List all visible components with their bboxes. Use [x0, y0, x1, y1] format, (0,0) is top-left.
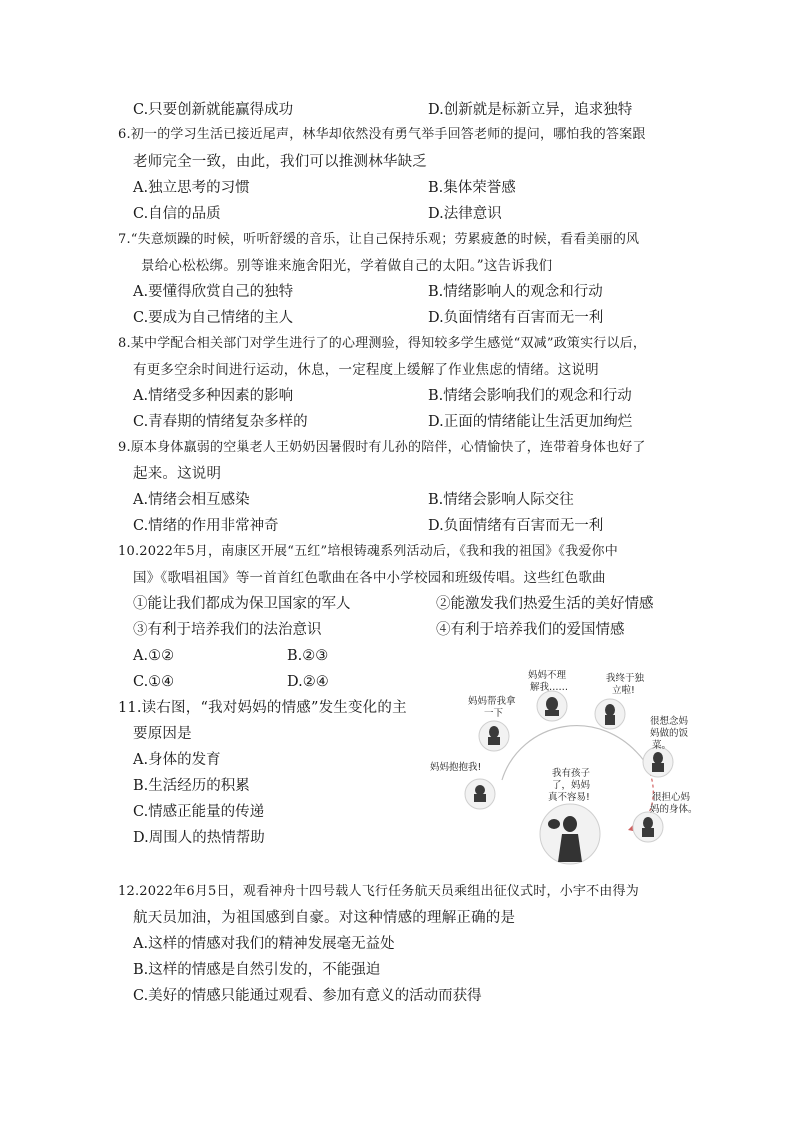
- q6-option-a: A.独立思考的习惯: [133, 180, 250, 196]
- label-mom-help-2: 一下: [484, 708, 504, 719]
- q8-option-c: C.青春期的情绪复杂多样的: [133, 414, 308, 430]
- q6-option-d: D.法律意识: [428, 206, 502, 222]
- label-mom-help-1: 妈妈帮我拿: [468, 696, 516, 707]
- q11-option-b: B.生活经历的积累: [133, 778, 250, 794]
- q11-mother-feelings-figure: [430, 662, 698, 872]
- label-mom-not-understand-2: 解我……: [530, 682, 569, 693]
- q5-option-c: C.只要创新就能赢得成功: [133, 102, 294, 118]
- label-worry-health-2: 妈的身体。: [650, 804, 698, 815]
- label-independent-1: 我终于独: [606, 673, 645, 684]
- q7-stem-line1: 7.“失意烦躁的时候，听听舒缓的音乐，让自己保持乐观；劳累疲惫的时候，看看美丽的风: [118, 232, 640, 247]
- label-mom-hug: 妈妈抱抱我!: [430, 762, 482, 773]
- q10-option-a: A.①②: [133, 648, 175, 664]
- label-independent-2: 立啦!: [612, 685, 635, 696]
- q10-option-c: C.①④: [133, 674, 175, 690]
- q12-stem-line1: 12.2022年6月5日，观看神舟十四号载人飞行任务航天员乘组出征仪式时，小宇不由得为: [118, 884, 639, 899]
- q8-option-b: B.情绪会影响我们的观念和行动: [428, 388, 632, 404]
- label-miss-cooking-3: 菜。: [652, 740, 672, 751]
- q12-option-a: A.这样的情感对我们的精神发展毫无益处: [133, 936, 395, 952]
- toddler-silhouette-icon: [489, 726, 499, 738]
- label-miss-cooking-1: 很想念妈: [650, 716, 689, 727]
- q11-stem-line1: 11.读右图，“我对妈妈的情感”发生变化的主: [118, 700, 407, 716]
- q6-option-c: C.自信的品质: [133, 206, 221, 222]
- q10-item-4: ④有利于培养我们的爱国情感: [436, 622, 625, 638]
- label-miss-cooking-2: 妈做的饭: [650, 728, 689, 739]
- q12-option-c: C.美好的情感只能通过观看、参加有意义的活动而获得: [133, 988, 482, 1004]
- q6-option-b: B.集体荣誉感: [428, 180, 516, 196]
- q7-option-c: C.要成为自己情绪的主人: [133, 310, 294, 326]
- q9-stem-line1: 9.原本身体羸弱的空巢老人王奶奶因暑假时有儿孙的陪伴，心情愉快了，连带着身体也好了: [118, 440, 646, 455]
- q8-stem-line2: 有更多空余时间进行运动，休息，一定程度上缓解了作业焦虑的情绪。这说明: [133, 362, 599, 378]
- q8-option-a: A.情绪受多种因素的影响: [133, 388, 294, 404]
- q10-item-2: ②能激发我们热爱生活的美好情感: [436, 596, 654, 612]
- feelings-cycle-diagram: [430, 662, 698, 872]
- q6-stem-line1: 6.初一的学习生活已接近尾声，林华却依然没有勇气举手回答老师的提问，哪怕我的答案跟: [118, 127, 646, 142]
- label-have-child-3: 真不容易!: [548, 792, 590, 803]
- q11-option-c: C.情感正能量的传递: [133, 804, 265, 820]
- elder-silhouette-icon: [643, 817, 653, 829]
- mother-silhouette-icon: [563, 816, 577, 832]
- q9-option-c: C.情绪的作用非常神奇: [133, 518, 279, 534]
- q10-option-b: B.②③: [287, 648, 329, 664]
- q12-stem-line2: 航天员加油，为祖国感到自豪。对这种情感的理解正确的是: [133, 910, 516, 926]
- q5-option-d: D.创新就是标新立异，追求独特: [428, 102, 633, 118]
- q6-stem-line2: 老师完全一致，由此，我们可以推测林华缺乏: [133, 154, 427, 170]
- q7-option-a: A.要懂得欣赏自己的独特: [133, 284, 294, 300]
- q7-option-b: B.情绪影响人的观念和行动: [428, 284, 603, 300]
- q9-option-b: B.情绪会影响人际交往: [428, 492, 574, 508]
- q10-item-1: ①能让我们都成为保卫国家的军人: [133, 596, 351, 612]
- q11-stem-line2: 要原因是: [133, 726, 192, 742]
- q12-option-b: B.这样的情感是自然引发的，不能强迫: [133, 962, 381, 978]
- q9-option-d: D.负面情绪有百害而无一利: [428, 518, 604, 534]
- q10-stem-line1: 10.2022年5月，南康区开展“五红”培根铸魂系列活动后，《我和我的祖国》《我爱你中: [118, 544, 618, 559]
- label-mom-not-understand-1: 妈妈不理: [528, 670, 567, 681]
- q11-option-a: A.身体的发育: [133, 752, 221, 768]
- q9-stem-line2: 起来。这说明: [133, 466, 222, 482]
- q7-stem-line2: 景给心松松绑。别等谁来施舍阳光，学着做自己的太阳。”这告诉我们: [141, 258, 553, 274]
- q10-stem-line2: 国》《歌唱祖国》等一首首红色歌曲在各中小学校园和班级传唱。这些红色歌曲: [133, 570, 606, 586]
- label-have-child-2: 了，妈妈: [552, 780, 591, 791]
- q11-option-d: D.周围人的热情帮助: [133, 830, 265, 846]
- q8-stem-line1: 8.某中学配合相关部门对学生进行了的心理测验，得知较多学生感觉“双减”政策实行以后，: [118, 336, 647, 351]
- label-have-child-1: 我有孩子: [552, 768, 591, 779]
- adult-silhouette-icon: [653, 752, 663, 764]
- baby-held-icon: [548, 819, 560, 829]
- teen-silhouette-icon: [605, 704, 615, 716]
- q10-item-3: ③有利于培养我们的法治意识: [133, 622, 322, 638]
- baby-silhouette-icon: [475, 785, 485, 795]
- q7-option-d: D.负面情绪有百害而无一利: [428, 310, 604, 326]
- q9-option-a: A.情绪会相互感染: [133, 492, 250, 508]
- q10-option-d: D.②④: [287, 674, 329, 690]
- child-silhouette-icon: [546, 697, 558, 711]
- q8-option-d: D.正面的情绪能让生活更加绚烂: [428, 414, 633, 430]
- label-worry-health-1: 很担心妈: [652, 792, 691, 803]
